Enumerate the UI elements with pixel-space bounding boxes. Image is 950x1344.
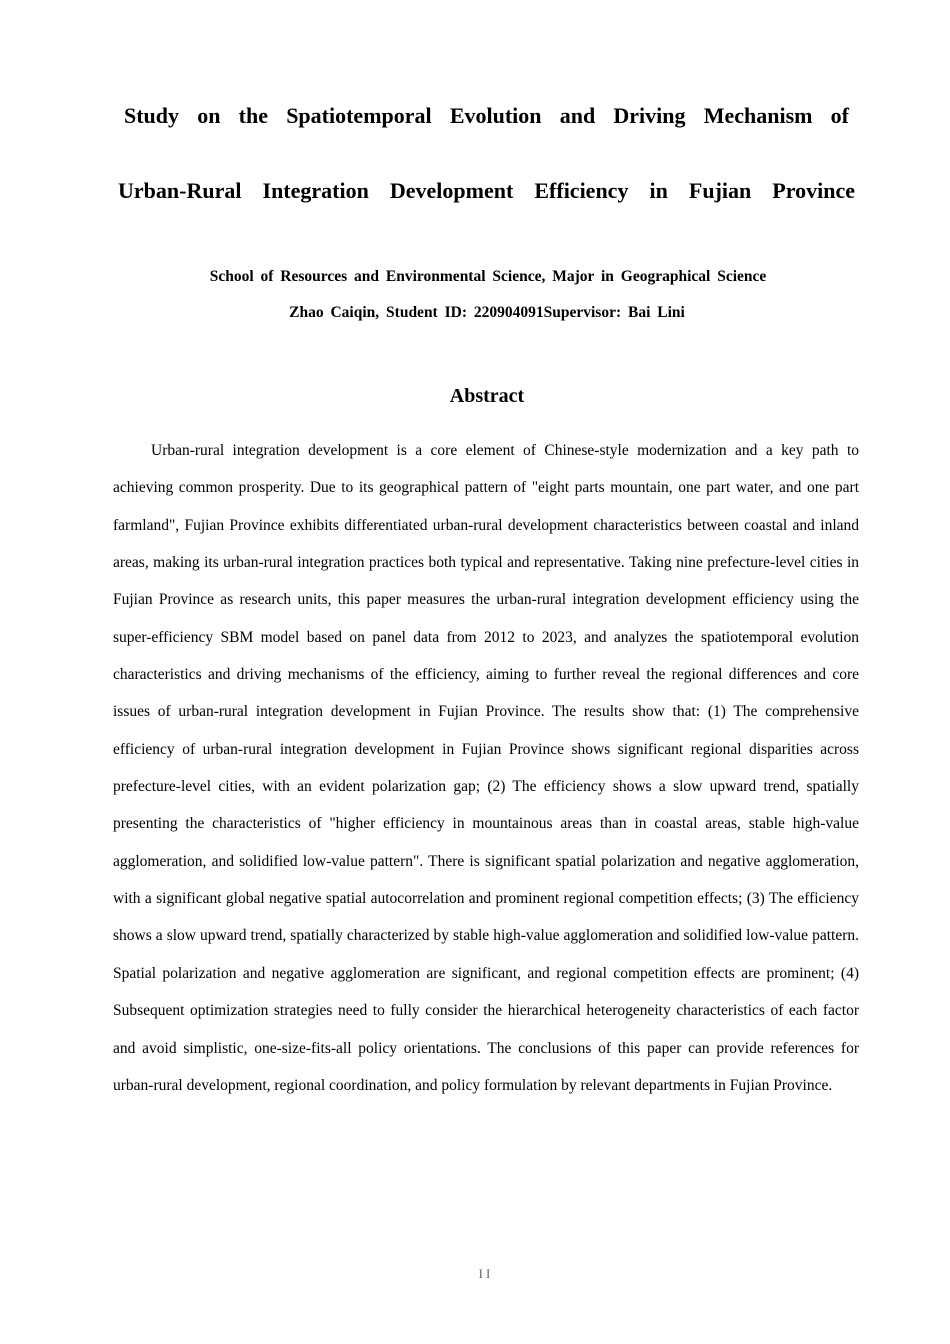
page-number: II — [478, 1266, 494, 1281]
school-major-line: School of Resources and Environmental Science, Major in Geographical Science — [209, 268, 767, 285]
abstract-body: Urban-rural integration development is a core element of Chinese-style modernization and a key path to achieving common prosperity. Due to its geographical pattern of "eight parts mountain, one part water, and one part farmland", Fujian Province exhibits differentiated urban-rural development characteristics between coastal and inland areas, making its urban-rural integration practices both typical and representative. Taking nine prefecture-level cities in Fujian Province as research units, this paper measures the urban-rural integration development efficiency using the super-efficiency SBM model based on panel data from 2012 to 2023, and analyzes the spatiotemporal evolution characteristics and driving mechanisms of the efficiency, aiming to further reveal the regional differences and core issues of urban-rural integration development in Fujian Province. The results show that: (1) The comprehensive efficiency of urban-rural integration development in Fujian Province shows significant regional disparities across prefecture-level cities, with an evident polarization gap; (2) The efficiency shows a slow upward trend, spatially presenting the characteristics of "higher efficiency in mountainous areas than in coastal areas, stable high-value agglomeration, and solidified low-value pattern". There is significant spatial polarization and negative agglomeration, with a significant global negative spatial autocorrelation and prominent regional competition effects; (3) The efficiency shows a slow upward trend, spatially characterized by stable high-value agglomeration and solidified low-value pattern. Spatial polarization and negative agglomeration are significant, and regional competition effects are prominent; (4) Subsequent optimization strategies need to fully consider the hierarchical heterogeneity characteristics of each factor and avoid simplistic, one-size-fits-all policy orientations. The conclusions of this paper can provide references for urban-rural development, regional coordination, and policy formulation by relevant departments in Fujian Province. — [113, 442, 859, 1094]
author-line: Zhao Caiqin, Student ID: 220904091Supervisor: Bai Lini — [289, 304, 685, 321]
abstract-heading: Abstract — [449, 385, 525, 407]
title-line-2: Urban-Rural Integration Development Efficiency in Fujian Province — [118, 178, 855, 203]
title-line-1: Study on the Spatiotemporal Evolution and Driving Mechanism of — [124, 103, 849, 128]
